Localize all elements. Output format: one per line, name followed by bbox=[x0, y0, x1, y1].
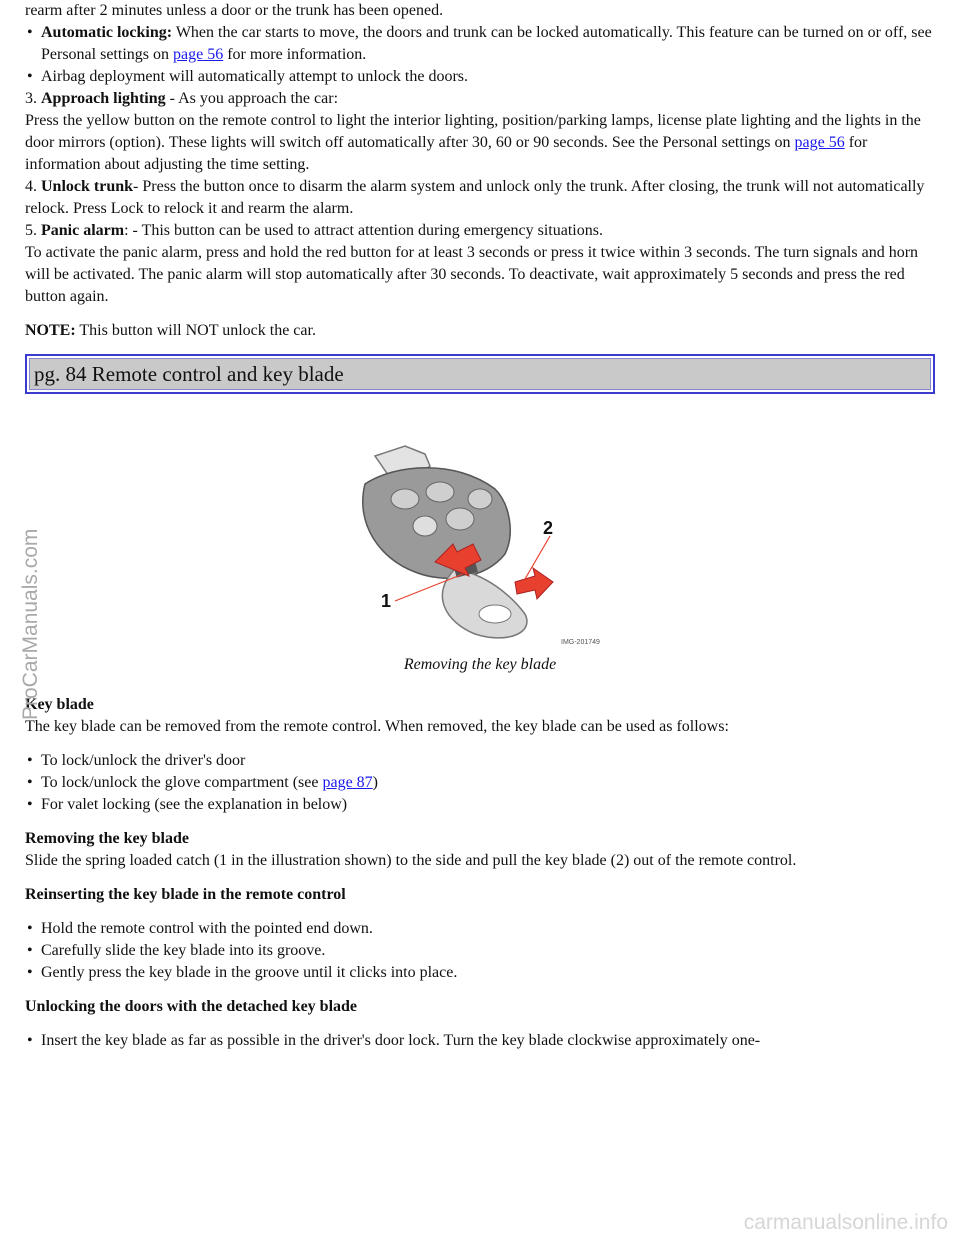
list-item: • To lock/unlock the driver's door bbox=[25, 750, 935, 772]
unlock-trunk-item: 4. Unlock trunk- Press the button once to disarm the alarm system and unlock only the trunk. After closing, the trunk will not automatically relock. Press Lock to relock it and rearm the alarm. bbox=[25, 178, 925, 217]
list-item: • For valet locking (see the explanation in below) bbox=[25, 794, 935, 816]
approach-lighting-text: Press the yellow button on the remote control to light the interior lighting, position/parking lamps, license plate lighting and the lights in the door mirrors (option). These lights will switch off automatically after 30, 60 or 90 seconds. See the Personal settings on page 56 for information about adjusting the time setting. bbox=[25, 112, 921, 173]
panic-alarm-text: To activate the panic alarm, press and hold the red button for at least 3 seconds or press it twice within 3 seconds. The turn signals and horn will be activated. The panic alarm will stop automatically after 30 seconds. To deactivate, wait approximately 5 seconds and press the red button again. bbox=[25, 244, 919, 305]
section-banner bbox=[25, 354, 935, 394]
key-blade-heading: Key blade bbox=[25, 696, 94, 713]
unlocking-heading: Unlocking the doors with the detached key blade bbox=[25, 998, 358, 1015]
side-watermark: ProCarManuals.com bbox=[19, 528, 42, 720]
note: NOTE: This button will NOT unlock the car. bbox=[25, 322, 316, 339]
removing-heading: Removing the key blade bbox=[25, 830, 189, 847]
key-blade-uses-list bbox=[25, 750, 935, 816]
manual-page bbox=[25, 0, 935, 1052]
callout-2: 2 bbox=[543, 518, 554, 538]
approach-lighting-item: 3. Approach lighting - As you approach the car: bbox=[25, 90, 339, 107]
list-item: • Automatic locking: When the car starts to move, the doors and trunk can be locked automatically. This feature can be turned on or off, see Personal settings on page 56 for more information. bbox=[25, 22, 935, 66]
page-56-link[interactable]: page 56 bbox=[173, 46, 224, 63]
list-item: • Gently press the key blade in the groove until it clicks into place. bbox=[25, 962, 935, 984]
key-blade-illustration bbox=[335, 444, 625, 654]
list-item: • Carefully slide the key blade into its groove. bbox=[25, 940, 935, 962]
page-56-link[interactable]: page 56 bbox=[794, 134, 845, 151]
panic-alarm-item: 5. Panic alarm: - This button can be used to attract attention during emergency situations. bbox=[25, 222, 603, 239]
footer-watermark: carmanualsonline.info bbox=[743, 1211, 948, 1234]
unlocking-list bbox=[25, 1030, 935, 1052]
list-item: • To lock/unlock the glove compartment (see page 87) bbox=[25, 772, 935, 794]
list-item: • Insert the key blade as far as possible in the driver's door lock. Turn the key blade clockwise approximately one- bbox=[25, 1030, 935, 1052]
intro-bullet-list bbox=[25, 22, 935, 88]
rearm-text: rearm after 2 minutes unless a door or the trunk has been opened. bbox=[25, 2, 444, 19]
key-blade-text: The key blade can be removed from the remote control. When removed, the key blade can be used as follows: bbox=[25, 718, 729, 735]
reinserting-list bbox=[25, 918, 935, 984]
automatic-locking-label: Automatic locking: bbox=[41, 24, 173, 41]
page-87-link[interactable]: page 87 bbox=[322, 774, 373, 791]
figure-caption: Removing the key blade bbox=[403, 656, 557, 673]
list-item: • Hold the remote control with the pointed end down. bbox=[25, 918, 935, 940]
reinserting-heading: Reinserting the key blade in the remote control bbox=[25, 886, 346, 903]
key-blade-figure bbox=[25, 444, 935, 676]
removing-text: Slide the spring loaded catch (1 in the illustration shown) to the side and pull the key blade (2) out of the remote control. bbox=[25, 852, 797, 869]
list-item: • Airbag deployment will automatically attempt to unlock the doors. bbox=[25, 66, 935, 88]
image-code: IMG-201749 bbox=[561, 639, 600, 646]
section-title: pg. 84 Remote control and key blade bbox=[29, 358, 931, 390]
callout-1: 1 bbox=[381, 591, 392, 611]
